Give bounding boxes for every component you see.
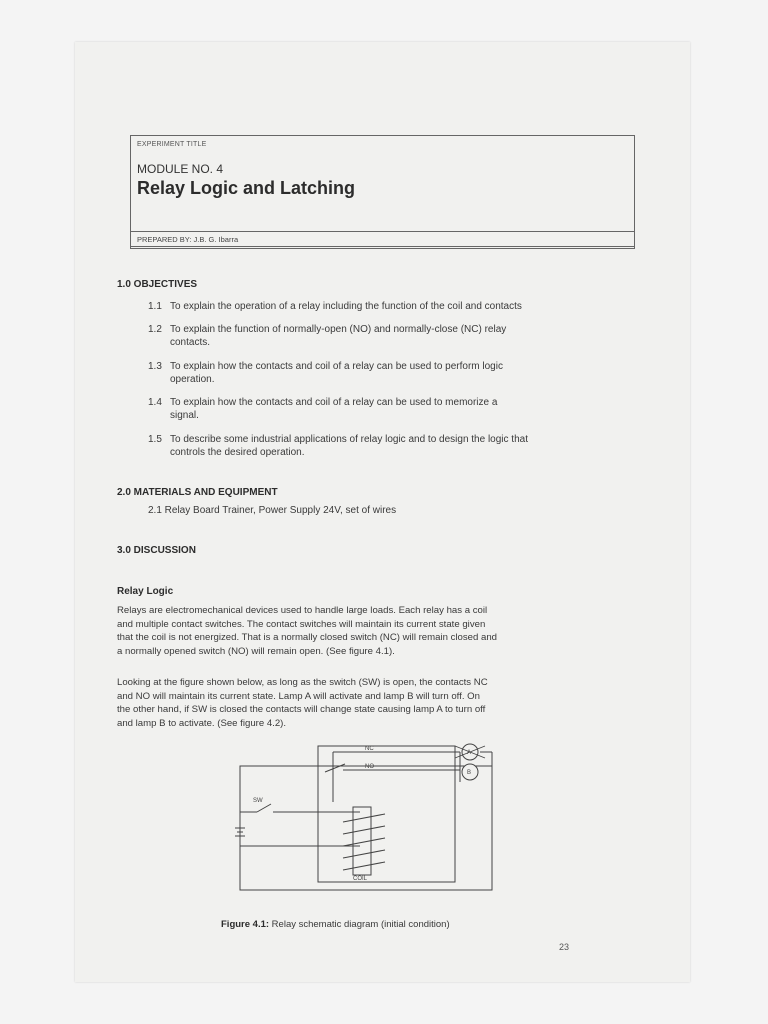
lamp-a-label: A <box>467 750 472 756</box>
no-label: NO <box>365 764 374 770</box>
figure-label: Figure 4.1: <box>221 919 270 930</box>
coil-label: COIL <box>353 876 368 882</box>
discussion-paragraph-2: Looking at the figure shown below, as long as the switch (SW) is open, the contacts NC and NO will maintain its current state. Lamp A will activate and lamp B will turn off. On the other hand, if SW is closed the contacts will change state causing lamp A to turn off and lamp B to activate. (See figure 4.2). <box>117 677 488 729</box>
materials-heading: 2.0 MATERIALS AND EQUIPMENT <box>117 487 278 498</box>
sw-label: SW <box>253 798 263 804</box>
figure-caption <box>221 919 450 930</box>
prepared-by-row <box>130 231 635 249</box>
discussion-heading: 3.0 DISCUSSION <box>117 545 196 556</box>
relay-schematic-diagram <box>235 742 505 900</box>
objective-item: 1.2 To explain the function of normally-open (NO) and normally-close (NC) relay contacts. <box>148 324 507 348</box>
figure-caption-text: Relay schematic diagram (initial condition) <box>269 919 450 930</box>
relay-logic-subheading: Relay Logic <box>117 586 174 597</box>
objective-item: 1.4 To explain how the contacts and coil of a relay can be used to memorize a signal. <box>148 397 498 421</box>
discussion-paragraph-1: Relays are electromechanical devices used to handle large loads. Each relay has a coil and multiple contact switches. The contact switches will maintain its current state given that the coil is not energized. That is a normally closed switch (NC) will remain closed and a normally opened switch (NO) will remain open. (See figure 4.1). <box>117 605 498 657</box>
document-title: Relay Logic and Latching <box>137 178 356 198</box>
page-number: 23 <box>559 942 570 952</box>
experiment-title-label: EXPERIMENT TITLE <box>137 141 207 148</box>
prepared-by: PREPARED BY: J.B. G. Ibarra <box>137 235 239 244</box>
objective-item: 1.3 To explain how the contacts and coil of a relay can be used to perform logic operation. <box>148 361 503 385</box>
document-page <box>75 42 690 982</box>
objective-item: 1.1 To explain the operation of a relay including the function of the coil and contacts <box>148 301 522 312</box>
nc-label: NC <box>365 746 374 752</box>
objectives-heading: 1.0 OBJECTIVES <box>117 279 198 290</box>
lamp-b-label: B <box>467 770 472 776</box>
outer-circuit <box>240 766 492 890</box>
objective-item: 1.5 To describe some industrial applications of relay logic and to design the logic that controls the desired operation. <box>148 434 528 458</box>
module-number: MODULE NO. 4 <box>137 162 224 176</box>
materials-item: 2.1 Relay Board Trainer, Power Supply 24V, set of wires <box>148 505 397 516</box>
